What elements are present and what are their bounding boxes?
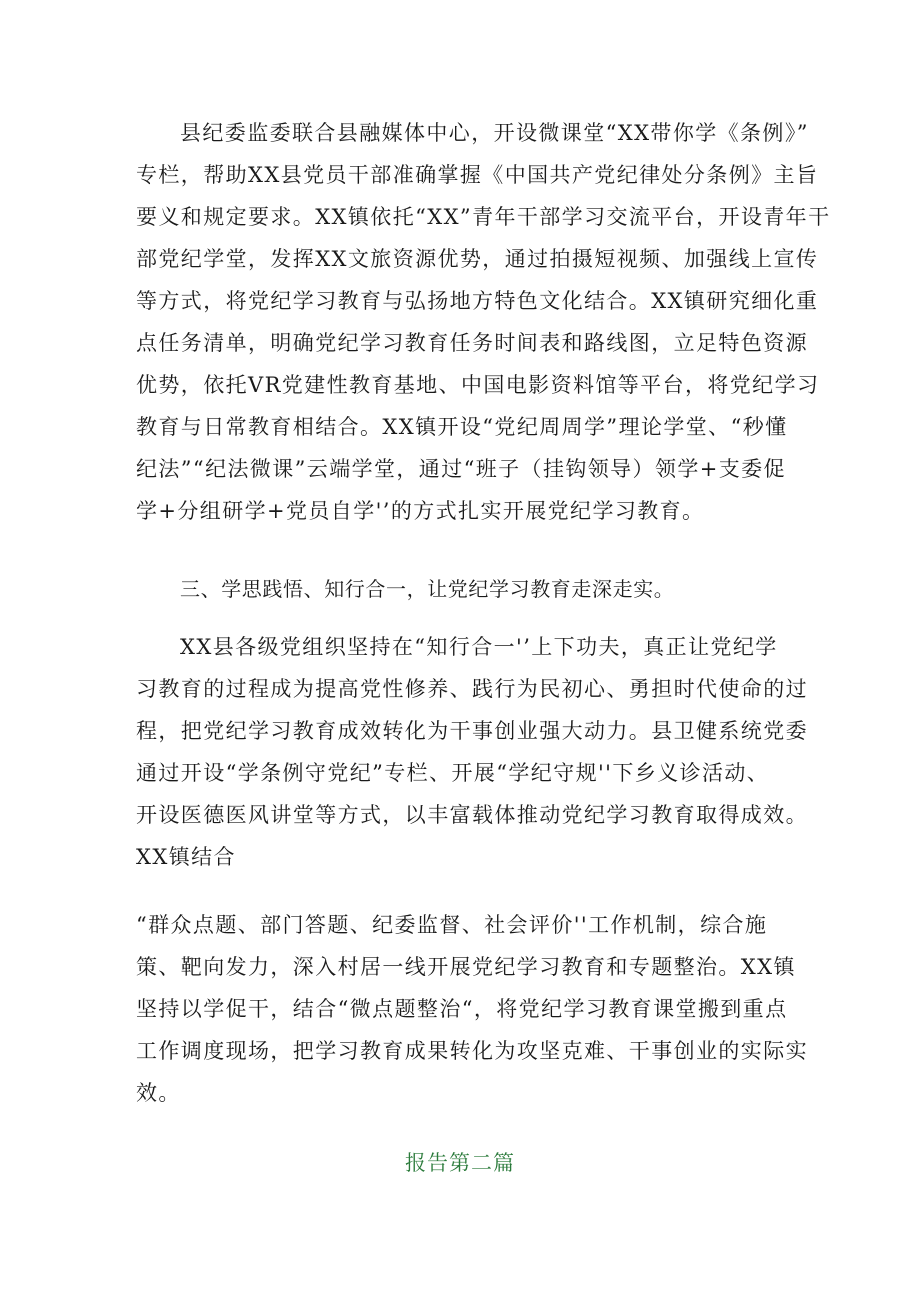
paragraph-line: 策、靶向发力，深入村居一线开展党纪学习教育和专题整治。XX镇: [136, 955, 796, 979]
paragraph-line: 等方式，将党纪学习教育与弘扬地方特色文化结合。XX镇研究细化重: [136, 289, 819, 313]
paragraph-line: 程，把党纪学习教育成效转化为干事创业强大动力。县卫健系统党委: [136, 719, 808, 743]
paragraph-line: 坚持以学促干，结合“微点题整治“，将党纪学习教育课堂搬到重点: [136, 997, 788, 1021]
paragraph-line: 优势，依托VR党建性教育基地、中国电影资料馆等平台，将党纪学习: [136, 373, 820, 397]
section-heading: 三、学思践悟、知行合一，让党纪学习教育走深走实。: [180, 577, 675, 601]
paragraph-line: 县纪委监委联合县融媒体中心，开设微课堂“XX带你学《条例》”: [180, 121, 809, 145]
paragraph-line: XX县各级党组织坚持在“知行合一'’上下功夫，真正让党纪学: [180, 635, 778, 659]
paragraph-line: 习教育的过程成为提高党性修养、践行为民初心、勇担时代使命的过: [136, 677, 808, 701]
paragraph-line: 通过开设“学条例守党纪”专栏、开展“学纪守规''下乡义诊活动、: [136, 761, 770, 785]
paragraph-line: 开设医德医风讲堂等方式，以丰富载体推动党纪学习教育取得成效。: [136, 803, 808, 827]
paragraph-line: 工作调度现场，把学习教育成果转化为攻坚克难、干事创业的实际实: [136, 1039, 808, 1063]
paragraph-line: 要义和规定要求。XX镇依托“XX”青年干部学习交流平台，开设青年干: [136, 205, 831, 229]
paragraph-line: 专栏，帮助XX县党员干部准确掌握《中国共产党纪律处分条例》主旨: [136, 163, 819, 187]
paragraph-line: 部党纪学堂，发挥XX文旅资源优势，通过拍摄短视频、加强线上宣传: [136, 247, 819, 271]
paragraph-line: 教育与日常教育相结合。XX镇开设“党纪周周学”理论学堂、“秒懂: [136, 415, 788, 439]
paragraph-line: 纪法”“纪法微课”云端学堂，通过“班子（挂钩领导）领学+支委促: [136, 457, 786, 481]
paragraph-line: 效。: [136, 1081, 181, 1105]
report-title: 报告第二篇: [405, 1151, 515, 1175]
paragraph-line: 学+分组研学+党员自学'’的方式扎实开展党纪学习教育。: [136, 499, 705, 523]
paragraph-line: “群众点题、部门答题、纪委监督、社会评价''工作机制，综合施: [136, 913, 768, 937]
paragraph-line: 点任务清单，明确党纪学习教育任务时间表和路线图，立足特色资源: [136, 331, 808, 355]
paragraph-line: XX镇结合: [136, 845, 236, 869]
